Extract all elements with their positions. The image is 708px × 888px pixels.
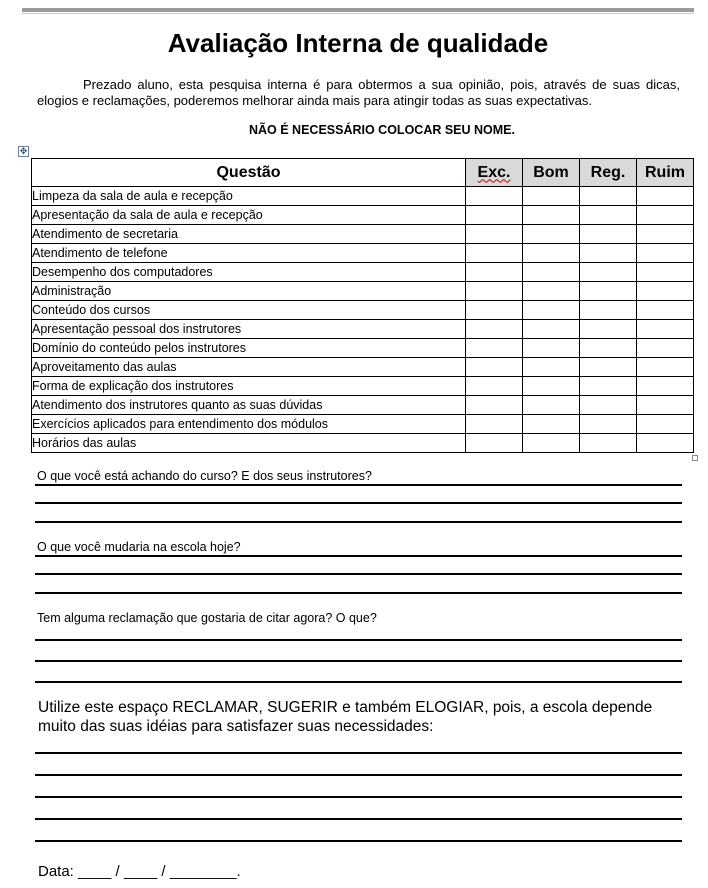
- answer-line[interactable]: [35, 592, 682, 594]
- answer-line[interactable]: [35, 681, 682, 683]
- rating-cell-ruim[interactable]: [637, 396, 694, 415]
- rating-cell-exc[interactable]: [466, 225, 523, 244]
- table-row: [32, 377, 694, 396]
- rating-cell-reg[interactable]: [580, 377, 637, 396]
- rating-cell-exc[interactable]: [466, 320, 523, 339]
- rating-cell-reg[interactable]: [580, 320, 637, 339]
- table-row: [32, 263, 694, 282]
- rating-cell-bom[interactable]: [523, 434, 580, 453]
- question-complaint: Tem alguma reclamação que gostaria de citar agora? O que?: [37, 611, 377, 625]
- rating-cell-ruim[interactable]: [637, 263, 694, 282]
- question-cell: Domínio do conteúdo pelos instrutores: [32, 339, 466, 358]
- rating-cell-reg[interactable]: [580, 187, 637, 206]
- question-cell: Apresentação da sala de aula e recepção: [32, 206, 466, 225]
- rating-cell-exc[interactable]: [466, 434, 523, 453]
- question-cell: Horários das aulas: [32, 434, 466, 453]
- answer-line[interactable]: [35, 555, 682, 557]
- column-header-bom: Bom: [523, 159, 580, 187]
- intro-paragraph: Prezado aluno, esta pesquisa interna é para obtermos a sua opinião, pois, através de suas dicas, elogios e reclamações, poderemos melhorar ainda mais para atingir todas as suas expectativas.: [37, 77, 680, 108]
- question-cell: Apresentação pessoal dos instrutores: [32, 320, 466, 339]
- table-row: [32, 187, 694, 206]
- question-cell: Forma de explicação dos instrutores: [32, 377, 466, 396]
- rating-cell-ruim[interactable]: [637, 320, 694, 339]
- table-row: [32, 415, 694, 434]
- rating-cell-bom[interactable]: [523, 358, 580, 377]
- rating-cell-reg[interactable]: [580, 301, 637, 320]
- answer-line[interactable]: [35, 573, 682, 575]
- column-header-exc-label: Exc.: [477, 163, 511, 181]
- page-title: Avaliação Interna de qualidade: [167, 28, 549, 58]
- rating-cell-exc[interactable]: [466, 396, 523, 415]
- rating-cell-bom[interactable]: [523, 187, 580, 206]
- rating-cell-reg[interactable]: [580, 244, 637, 263]
- rating-cell-bom[interactable]: [523, 339, 580, 358]
- question-course-opinion: O que você está achando do curso? E dos seus instrutores?: [37, 469, 372, 483]
- top-border-shadow: [22, 13, 694, 14]
- rating-cell-bom[interactable]: [523, 320, 580, 339]
- answer-line[interactable]: [35, 484, 682, 486]
- rating-cell-ruim[interactable]: [637, 339, 694, 358]
- rating-cell-ruim[interactable]: [637, 434, 694, 453]
- answer-line[interactable]: [35, 774, 682, 776]
- column-header-exc: [466, 159, 523, 187]
- rating-cell-reg[interactable]: [580, 282, 637, 301]
- rating-cell-bom[interactable]: [523, 377, 580, 396]
- rating-cell-reg[interactable]: [580, 415, 637, 434]
- rating-cell-ruim[interactable]: [637, 187, 694, 206]
- rating-cell-ruim[interactable]: [637, 225, 694, 244]
- question-cell: Aproveitamento das aulas: [32, 358, 466, 377]
- rating-cell-exc[interactable]: [466, 187, 523, 206]
- table-row: [32, 282, 694, 301]
- answer-line[interactable]: [35, 521, 682, 523]
- rating-cell-bom[interactable]: [523, 206, 580, 225]
- rating-cell-exc[interactable]: [466, 358, 523, 377]
- name-notice: NÃO É NECESSÁRIO COLOCAR SEU NOME.: [249, 123, 515, 137]
- rating-cell-bom[interactable]: [523, 282, 580, 301]
- answer-line[interactable]: [35, 639, 682, 641]
- table-row: [32, 206, 694, 225]
- question-cell: Atendimento de telefone: [32, 244, 466, 263]
- rating-cell-exc[interactable]: [466, 244, 523, 263]
- question-school-change: O que você mudaria na escola hoje?: [37, 540, 241, 554]
- table-move-handle-icon[interactable]: ✥: [19, 146, 28, 156]
- survey-table: [31, 158, 694, 453]
- question-column-header: Questão: [32, 159, 466, 187]
- question-cell: Administração: [32, 282, 466, 301]
- rating-cell-reg[interactable]: [580, 396, 637, 415]
- column-header-ruim: Ruim: [637, 159, 694, 187]
- rating-cell-exc[interactable]: [466, 339, 523, 358]
- rating-cell-exc[interactable]: [466, 206, 523, 225]
- rating-cell-reg[interactable]: [580, 434, 637, 453]
- table-row: [32, 301, 694, 320]
- rating-cell-exc[interactable]: [466, 415, 523, 434]
- table-resize-handle[interactable]: [692, 455, 698, 461]
- rating-cell-bom[interactable]: [523, 396, 580, 415]
- top-border: [22, 8, 694, 12]
- rating-cell-ruim[interactable]: [637, 415, 694, 434]
- rating-cell-bom[interactable]: [523, 225, 580, 244]
- answer-line[interactable]: [35, 502, 682, 504]
- rating-cell-exc[interactable]: [466, 263, 523, 282]
- answer-line[interactable]: [35, 840, 682, 842]
- rating-cell-ruim[interactable]: [637, 244, 694, 263]
- table-row: [32, 339, 694, 358]
- rating-cell-exc[interactable]: [466, 282, 523, 301]
- answer-line[interactable]: [35, 752, 682, 754]
- rating-cell-exc[interactable]: [466, 377, 523, 396]
- table-row: [32, 396, 694, 415]
- table-header-row: [32, 159, 694, 187]
- rating-cell-reg[interactable]: [580, 225, 637, 244]
- table-row: [32, 320, 694, 339]
- rating-cell-exc[interactable]: [466, 301, 523, 320]
- table-row: [32, 225, 694, 244]
- answer-line[interactable]: [35, 796, 682, 798]
- date-field[interactable]: Data: ____ / ____ / ________.: [38, 863, 241, 880]
- rating-cell-reg[interactable]: [580, 339, 637, 358]
- rating-cell-ruim[interactable]: [637, 301, 694, 320]
- question-cell: Conteúdo dos cursos: [32, 301, 466, 320]
- rating-cell-reg[interactable]: [580, 358, 637, 377]
- rating-cell-bom[interactable]: [523, 301, 580, 320]
- table-row: [32, 358, 694, 377]
- rating-cell-bom[interactable]: [523, 415, 580, 434]
- column-header-reg: Reg.: [580, 159, 637, 187]
- question-cell: Exercícios aplicados para entendimento dos módulos: [32, 415, 466, 434]
- rating-cell-bom[interactable]: [523, 263, 580, 282]
- rating-cell-ruim[interactable]: [637, 282, 694, 301]
- rating-cell-reg[interactable]: [580, 206, 637, 225]
- table-row: [32, 434, 694, 453]
- rating-cell-ruim[interactable]: [637, 206, 694, 225]
- table-row: [32, 244, 694, 263]
- answer-line[interactable]: [35, 660, 682, 662]
- question-cell: Atendimento de secretaria: [32, 225, 466, 244]
- question-cell: Limpeza da sala de aula e recepção: [32, 187, 466, 206]
- final-prompt: Utilize este espaço RECLAMAR, SUGERIR e também ELOGIAR, pois, a escola depende muito das suas idéias para satisfazer suas necessidades:: [38, 699, 653, 735]
- rating-cell-reg[interactable]: [580, 263, 637, 282]
- question-cell: Desempenho dos computadores: [32, 263, 466, 282]
- rating-cell-bom[interactable]: [523, 244, 580, 263]
- rating-cell-ruim[interactable]: [637, 377, 694, 396]
- question-cell: Atendimento dos instrutores quanto as suas dúvidas: [32, 396, 466, 415]
- rating-cell-ruim[interactable]: [637, 358, 694, 377]
- answer-line[interactable]: [35, 818, 682, 820]
